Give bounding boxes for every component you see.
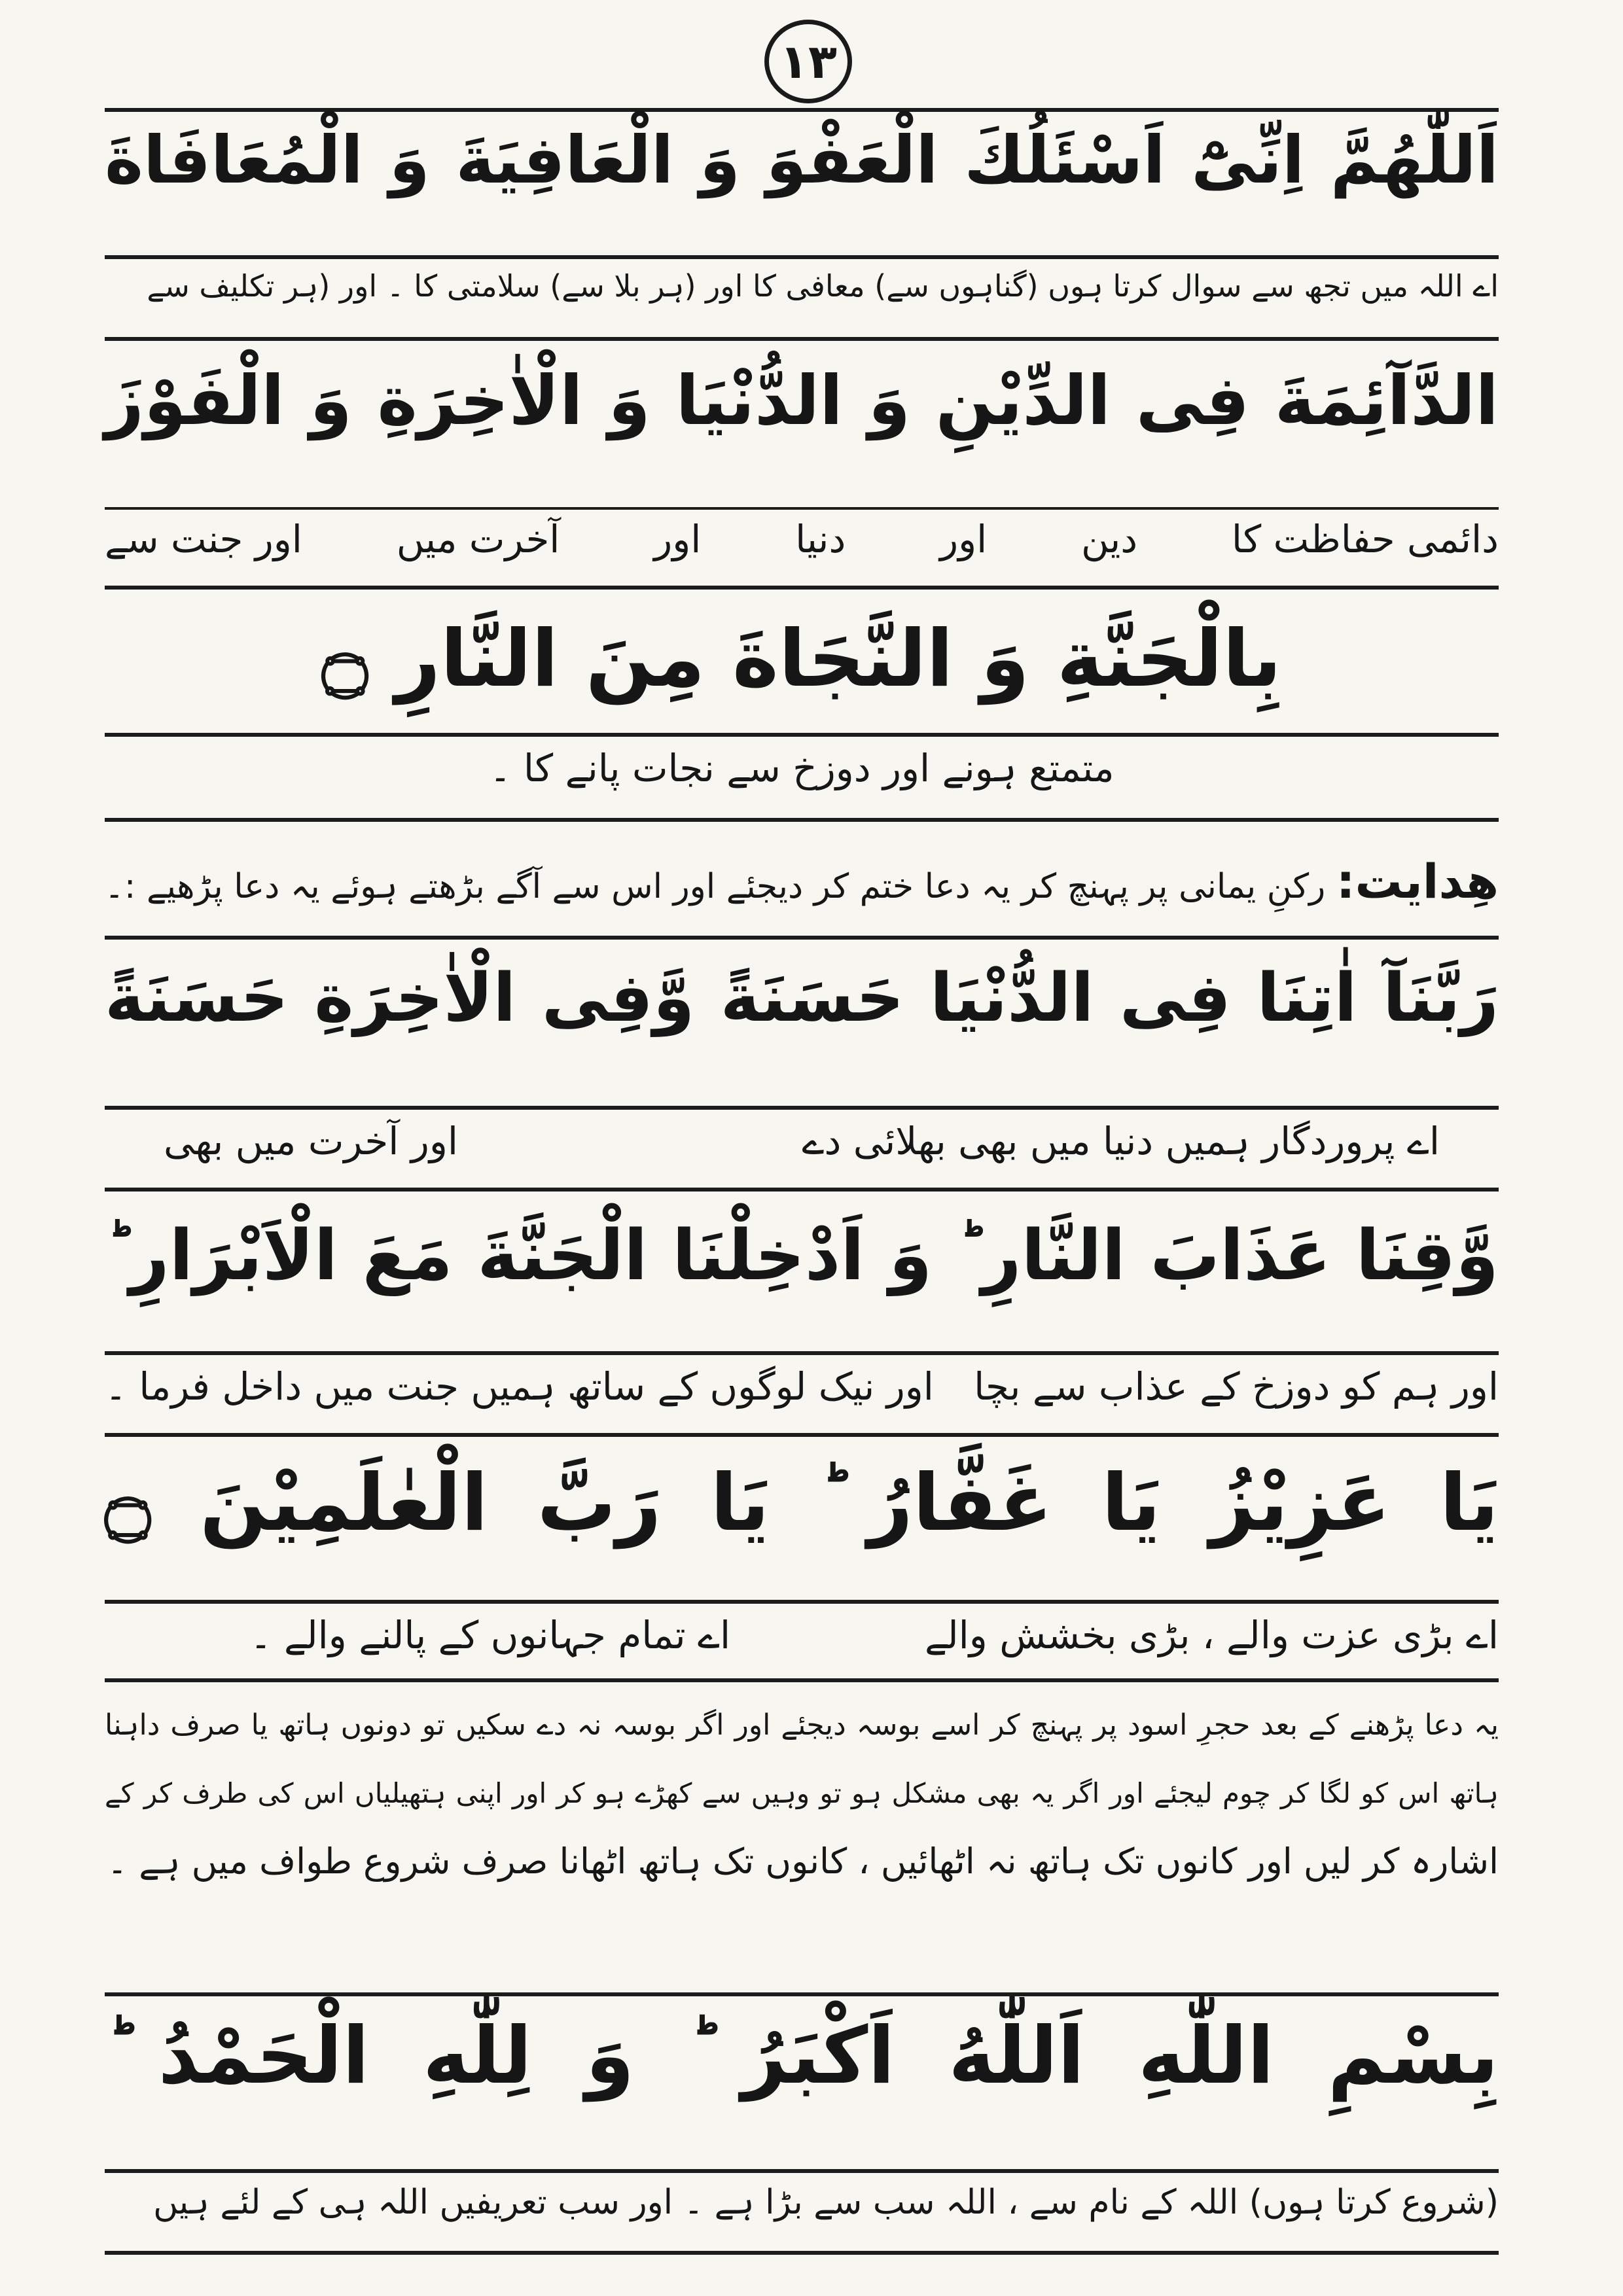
translation-phrase: اور نیک لوگوں کے ساتھ ہمیں جنت میں داخل فرما ۔	[105, 1364, 934, 1409]
rule-15	[105, 2169, 1499, 2173]
page-number: ۱۳	[764, 20, 852, 103]
translation-word: اور	[940, 517, 988, 561]
arabic-line-2: الدَّآئِمَةَ فِی الدِّیْنِ وَ الدُّنْیَا وَ الْاٰخِرَةِ وَ الْفَوْزَ	[105, 361, 1499, 440]
paragraph-line: ہاتھ اس کو لگا کر چوم لیجئے اور اگر یہ بھی مشکل ہو تو وہیں سے کھڑے ہو کر اور اپنی ہتھیلیاں اس کی طرف کر کے	[105, 1777, 1499, 1809]
translation-phrase: اور آخرت میں بھی	[164, 1119, 458, 1163]
translation-line-1: اے اللہ میں تجھ سے سوال کرتا ہوں (گناہوں سے) معافی کا اور (ہر بلا سے) سلامتی کا ۔ اور (ہر تکلیف سے	[147, 268, 1499, 304]
rule-9	[105, 1188, 1499, 1192]
translation-word: دائمی حفاظت کا	[1231, 517, 1499, 561]
translation-phrase: اور ہم کو دوزخ کے عذاب سے بچا	[974, 1364, 1499, 1409]
arabic-line-4: رَبَّنَآ اٰتِنَا فِی الدُّنْیَا حَسَنَةً وَّفِی الْاٰخِرَةِ حَسَنَةً	[105, 959, 1499, 1037]
translation-word: دین	[1080, 517, 1138, 561]
arabic-line-6: یَا عَزِیْزُ یَا غَفَّارُ ؕ یَا رَبَّ الْعٰلَمِیْنَ ۝	[105, 1458, 1499, 1549]
rule-8	[105, 1106, 1499, 1110]
translation-word: اور جنت سے	[105, 517, 302, 561]
bottom-rule	[105, 2251, 1499, 2255]
arabic-line-1: اَللّٰهُمَّ اِنِّیْٓ اَسْئَلُكَ الْعَفْوَ وَ الْعَافِيَةَ وَ الْمُعَافَاةَ	[105, 122, 1499, 198]
paragraph-line: یہ دعا پڑھنے کے بعد حجرِ اسود پر پہنچ کر اسے بوسہ دیجئے اور اگر بوسہ نہ دے سکیں تو دونوں ہاتھ یا صرف داہنا	[105, 1708, 1499, 1742]
rule-11	[105, 1433, 1499, 1437]
arabic-line-5: وَّقِنَا عَذَابَ النَّارِ ؕ وَ اَدْخِلْنَا الْجَنَّةَ مَعَ الْاَبْرَارِ ؕ	[105, 1215, 1499, 1296]
instruction-text: رکنِ یمانی پر پہنچ کر یہ دعا ختم کر دیجئے اور اس سے آگے بڑھتے ہوئے یہ دعا پڑھیے :۔	[104, 867, 1326, 906]
translation-phrase: اے پروردگار ہمیں دنیا میں بھی بھلائی دے	[802, 1119, 1440, 1163]
instruction-label: ھِدایت:	[1336, 854, 1499, 909]
translation-word: آخرت میں	[396, 517, 560, 561]
top-rule	[105, 108, 1499, 112]
translation-closing: (شروع کرتا ہوں) اللہ کے نام سے ، اللہ سب سے بڑا ہے ۔ اور سب تعریفیں اللہ ہی کے لئے ہیں	[153, 2183, 1499, 2222]
translation-word: اور	[654, 517, 702, 561]
rule-13	[105, 1678, 1499, 1682]
translation-phrase: اے تمام جہانوں کے پالنے والے ۔	[249, 1613, 731, 1657]
translation-line-4	[105, 1119, 1499, 1165]
rule-5	[105, 733, 1499, 737]
rule-3	[105, 507, 1499, 510]
translation-line-5	[105, 1364, 1499, 1410]
translation-line-3: متمتع ہونے اور دوزخ سے نجات پانے کا ۔	[489, 746, 1115, 790]
instruction-paragraph	[105, 1691, 1499, 1896]
translation-word: دنیا	[795, 517, 846, 561]
rule-10	[105, 1351, 1499, 1355]
translation-phrase: اے بڑی عزت والے ، بڑی بخشش والے	[925, 1613, 1499, 1657]
arabic-closing: بِسْمِ اللّٰهِ اَللّٰهُ اَكْبَرُ ؕ وَ لِلّٰهِ الْحَمْدُ ؕ	[105, 2011, 1499, 2102]
translation-line-2	[105, 517, 1499, 563]
translation-line-6	[105, 1613, 1499, 1659]
rule-4	[105, 586, 1499, 590]
rule-1	[105, 255, 1499, 259]
arabic-line-3: بِالْجَنَّةِ وَ النَّجَاةَ مِنَ النَّارِ ۝	[321, 614, 1282, 705]
instruction-line	[105, 854, 1499, 909]
rule-7	[105, 936, 1499, 940]
paragraph-line: اشارہ کر لیں اور کانوں تک ہاتھ نہ اٹھائیں ، کانوں تک ہاتھ اٹھانا صرف شروع طواف میں ہے ۔	[107, 1841, 1499, 1882]
rule-14	[105, 1992, 1499, 1996]
rule-12	[105, 1600, 1499, 1604]
rule-6	[105, 818, 1499, 822]
rule-2	[105, 337, 1499, 341]
